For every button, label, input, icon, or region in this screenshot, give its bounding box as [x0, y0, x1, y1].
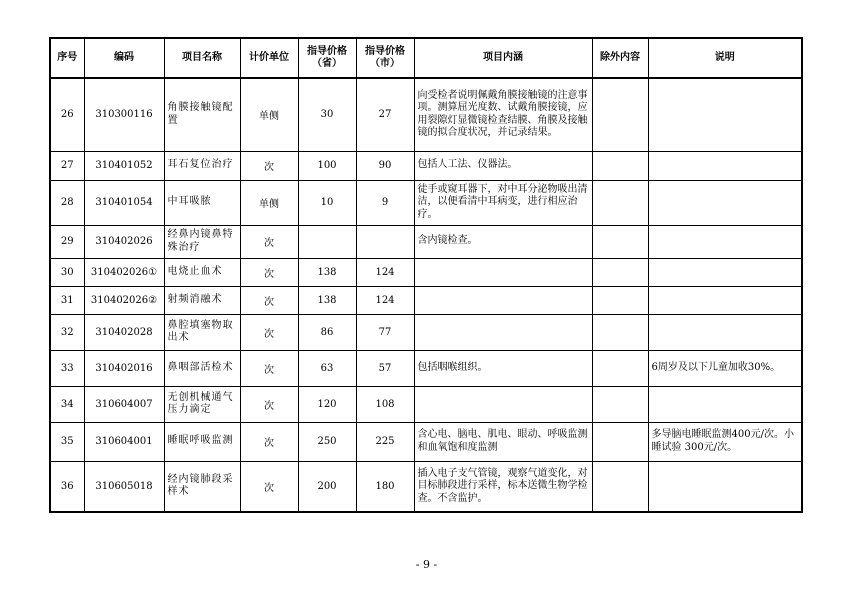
- header-name-text: 项目名称: [182, 52, 222, 63]
- table-row: [50, 225, 802, 258]
- cell-price-prov: 86: [298, 314, 356, 350]
- header-excluded: [592, 38, 648, 78]
- header-code-text: 编码: [114, 52, 134, 63]
- cell-note: 6周岁及以下儿童加收30%。: [648, 350, 802, 386]
- header-content-text: 项目内涵: [483, 52, 523, 63]
- cell-code: 310402028: [84, 314, 164, 350]
- header-note-text: 说明: [714, 52, 735, 63]
- cell-price-city: 225: [356, 422, 414, 461]
- cell-name: 耳石复位治疗: [164, 151, 240, 180]
- cell-name: 鼻咽部活检术: [164, 350, 240, 386]
- cell-content: 向受检者说明佩戴角膜接触镜的注意事项。测算屈光度数、试戴角膜接镜，应用裂隙灯显微镜检查结膜、角膜及接触镜的拟合度状况，并记录结果。: [414, 78, 592, 151]
- cell-no: 26: [50, 78, 84, 151]
- header-price-city: [356, 38, 414, 78]
- cell-content: [414, 258, 592, 286]
- cell-price-prov: 200: [298, 461, 356, 512]
- cell-no: 27: [50, 151, 84, 180]
- header-price-city-text: （市）: [370, 58, 400, 69]
- cell-unit: 次: [240, 314, 298, 350]
- cell-note: 多导脑电睡眠监测400元/次。小睡试验 300元/次。: [648, 422, 802, 461]
- cell-price-prov: 120: [298, 386, 356, 422]
- cell-unit: 次: [240, 350, 298, 386]
- cell-code: 310300116: [84, 78, 164, 151]
- cell-excluded: [592, 422, 648, 461]
- table-row: [50, 461, 802, 512]
- cell-content: 徒手或窥耳器下，对中耳分泌物吸出清洁，以便看清中耳病变，进行相应治疗。: [414, 180, 592, 225]
- cell-no: 33: [50, 350, 84, 386]
- cell-unit: 次: [240, 422, 298, 461]
- cell-name: 经内镜肺段采样术: [164, 461, 240, 512]
- cell-price-city: 180: [356, 461, 414, 512]
- cell-price-city: 9: [356, 180, 414, 225]
- cell-unit: 单侧: [240, 78, 298, 151]
- cell-price-city: 57: [356, 350, 414, 386]
- cell-price-city: 108: [356, 386, 414, 422]
- cell-price-prov: 138: [298, 258, 356, 286]
- cell-no: 31: [50, 286, 84, 314]
- table-row: [50, 350, 802, 386]
- cell-no: 32: [50, 314, 84, 350]
- header-price-prov-text: （省）: [312, 58, 342, 69]
- cell-content: 包括人工法、仪器法。: [414, 151, 592, 180]
- cell-code: 310605018: [84, 461, 164, 512]
- cell-name: 经鼻内镜鼻特殊治疗: [164, 225, 240, 258]
- header-excluded-text: 除外内容: [600, 52, 640, 63]
- cell-excluded: [592, 151, 648, 180]
- cell-note: [648, 314, 802, 350]
- cell-no: 35: [50, 422, 84, 461]
- table-row: [50, 314, 802, 350]
- cell-code: 310604001: [84, 422, 164, 461]
- cell-excluded: [592, 180, 648, 225]
- cell-price-city: [356, 225, 414, 258]
- table-header-row: [50, 38, 802, 78]
- table-row: [50, 386, 802, 422]
- cell-content: 插入电子支气管镜，观察气道变化，对目标肺段进行采样，标本送微生物学检查。不含监护。: [414, 461, 592, 512]
- cell-price-prov: 100: [298, 151, 356, 180]
- table-row: [50, 258, 802, 286]
- cell-name: 无创机械通气压力滴定: [164, 386, 240, 422]
- header-price-city-text: 指导价格: [365, 46, 405, 57]
- table-body: [50, 78, 802, 512]
- cell-name: 鼻腔填塞物取出术: [164, 314, 240, 350]
- table-row: [50, 78, 802, 151]
- cell-note: [648, 286, 802, 314]
- cell-no: 29: [50, 225, 84, 258]
- cell-price-prov: [298, 225, 356, 258]
- cell-price-city: 90: [356, 151, 414, 180]
- cell-code: 310401054: [84, 180, 164, 225]
- cell-name: 角膜接触镜配置: [164, 78, 240, 151]
- header-price-prov: [298, 38, 356, 78]
- cell-note: [648, 78, 802, 151]
- header-code: [84, 38, 164, 78]
- cell-content: 含内镜检查。: [414, 225, 592, 258]
- cell-note: [648, 461, 802, 512]
- cell-excluded: [592, 258, 648, 286]
- cell-price-city: 27: [356, 78, 414, 151]
- header-unit-text: 计价单位: [249, 52, 289, 63]
- cell-price-city: 124: [356, 286, 414, 314]
- cell-name: 睡眠呼吸监测: [164, 422, 240, 461]
- header-price-prov-text: 指导价格: [307, 46, 347, 57]
- cell-content: [414, 314, 592, 350]
- cell-excluded: [592, 78, 648, 151]
- cell-no: 34: [50, 386, 84, 422]
- cell-code: 310401052: [84, 151, 164, 180]
- cell-name: 电烧止血术: [164, 258, 240, 286]
- cell-code: 310604007: [84, 386, 164, 422]
- cell-content: 含心电、脑电、肌电、眼动、呼吸监测和血氧饱和度监测: [414, 422, 592, 461]
- table-row: [50, 180, 802, 225]
- cell-excluded: [592, 461, 648, 512]
- cell-excluded: [592, 350, 648, 386]
- cell-unit: 次: [240, 151, 298, 180]
- cell-unit: 次: [240, 225, 298, 258]
- cell-note: [648, 258, 802, 286]
- header-no: [50, 38, 84, 78]
- table-row: [50, 422, 802, 461]
- cell-code: 310402026①: [84, 258, 164, 286]
- cell-price-city: 124: [356, 258, 414, 286]
- cell-price-prov: 63: [298, 350, 356, 386]
- cell-unit: 次: [240, 258, 298, 286]
- cell-excluded: [592, 386, 648, 422]
- cell-content: 包括咽喉组织。: [414, 350, 592, 386]
- cell-excluded: [592, 225, 648, 258]
- cell-note: [648, 151, 802, 180]
- cell-content: [414, 286, 592, 314]
- cell-content: [414, 386, 592, 422]
- cell-no: 36: [50, 461, 84, 512]
- cell-unit: 单侧: [240, 180, 298, 225]
- cell-price-prov: 30: [298, 78, 356, 151]
- cell-price-city: 77: [356, 314, 414, 350]
- header-no-text: 序号: [57, 52, 78, 63]
- cell-code: 310402026: [84, 225, 164, 258]
- cell-note: [648, 180, 802, 225]
- price-table: [49, 37, 803, 513]
- cell-price-prov: 10: [298, 180, 356, 225]
- table-row: [50, 286, 802, 314]
- cell-name: 中耳吸脓: [164, 180, 240, 225]
- cell-no: 30: [50, 258, 84, 286]
- cell-code: 310402026②: [84, 286, 164, 314]
- page-number: - 9 -: [415, 558, 438, 571]
- table-row: [50, 151, 802, 180]
- header-content: [414, 38, 592, 78]
- header-note: [648, 38, 802, 78]
- cell-price-prov: 138: [298, 286, 356, 314]
- cell-price-prov: 250: [298, 422, 356, 461]
- cell-unit: 次: [240, 286, 298, 314]
- cell-code: 310402016: [84, 350, 164, 386]
- cell-no: 28: [50, 180, 84, 225]
- cell-note: [648, 225, 802, 258]
- cell-name: 射频消融术: [164, 286, 240, 314]
- cell-unit: 次: [240, 461, 298, 512]
- header-unit: [240, 38, 298, 78]
- header-name: [164, 38, 240, 78]
- cell-note: [648, 386, 802, 422]
- cell-excluded: [592, 314, 648, 350]
- cell-excluded: [592, 286, 648, 314]
- cell-unit: 次: [240, 386, 298, 422]
